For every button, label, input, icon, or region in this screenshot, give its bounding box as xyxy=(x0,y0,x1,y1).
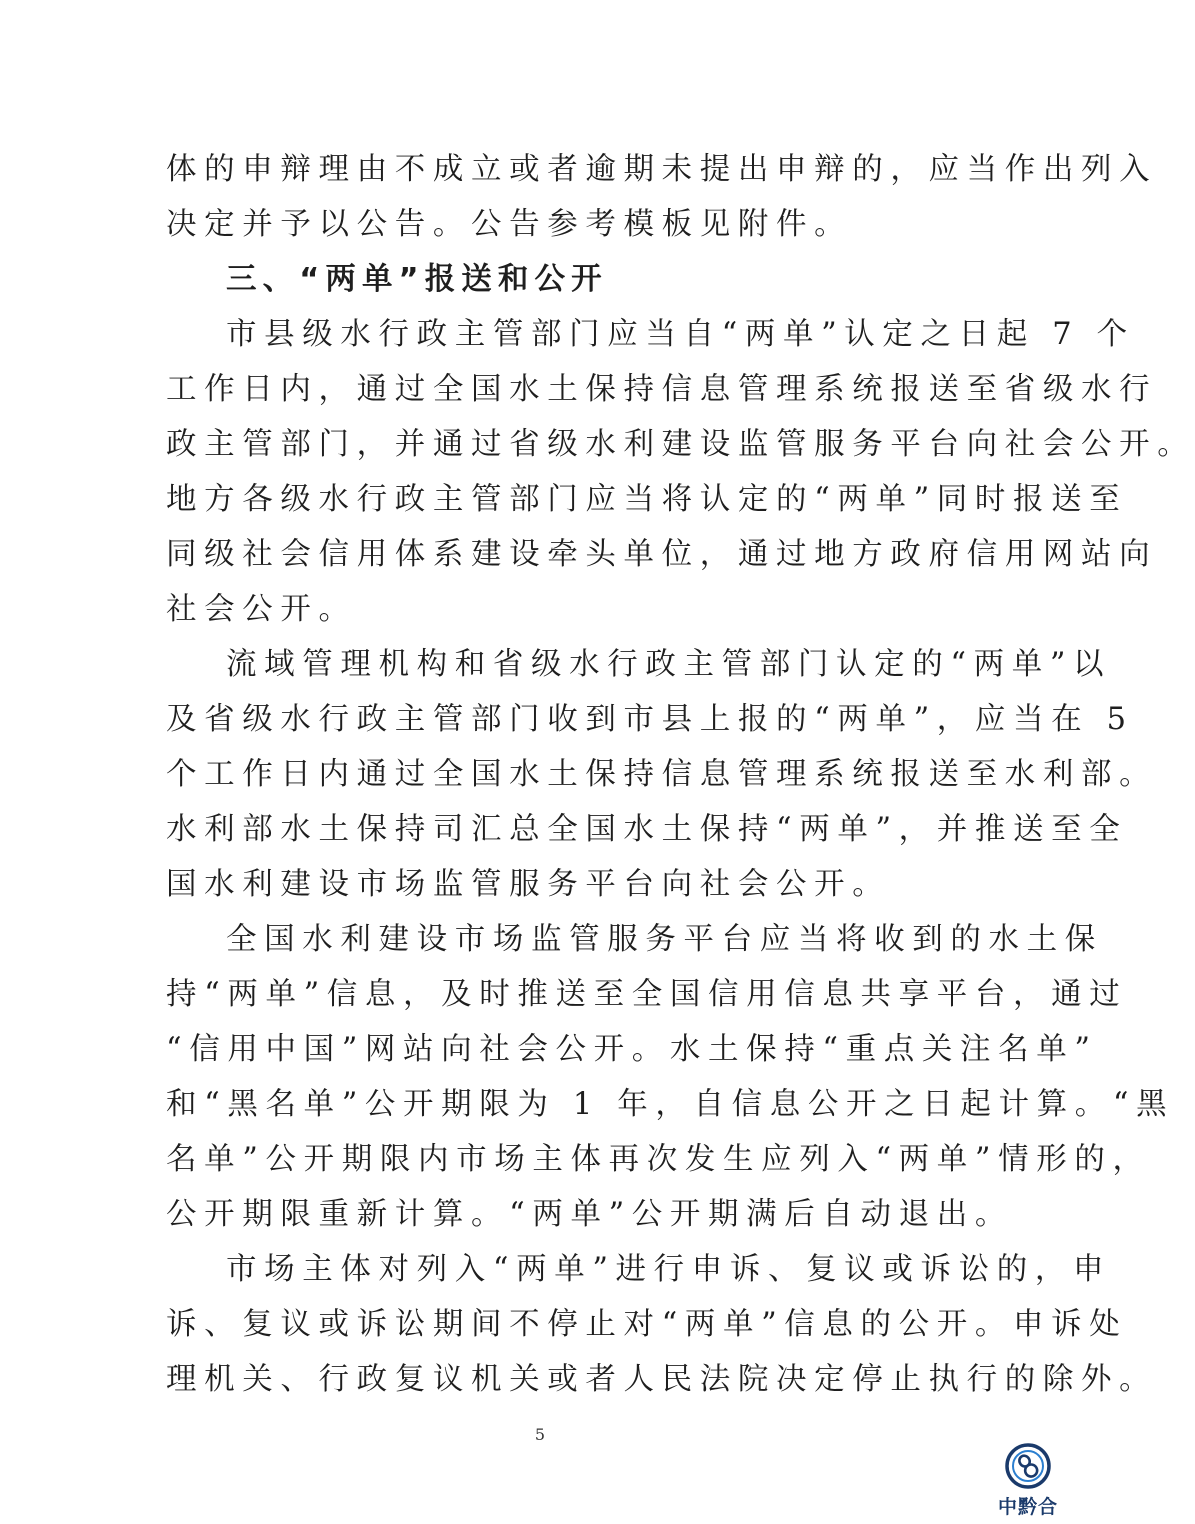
paragraph-line: 全国水利建设市场监管服务平台应当将收到的水土保 xyxy=(226,922,1103,957)
paragraph-line: 和“黑名单”公开期限为 1 年，自信息公开之日起计算。“黑 xyxy=(166,1087,1175,1122)
paragraph-line: 决定并予以公告。公告参考模板见附件。 xyxy=(166,207,853,242)
paragraph-line: 水利部水土保持司汇总全国水土保持“两单”，并推送至全 xyxy=(166,812,1128,847)
paragraph-line: 地方各级水行政主管部门应当将认定的“两单”同时报送至 xyxy=(166,482,1128,517)
paragraph-line: 政主管部门，并通过省级水利建设监管服务平台向社会公开。 xyxy=(166,427,1195,462)
paragraph-line: 同级社会信用体系建设牵头单位，通过地方政府信用网站向 xyxy=(166,537,1158,572)
paragraph-line: 诉、复议或诉讼期间不停止对“两单”信息的公开。申诉处 xyxy=(166,1307,1128,1342)
paragraph-line: 流域管理机构和省级水行政主管部门认定的“两单”以 xyxy=(226,647,1112,682)
brand-text: 中黔合 xyxy=(997,1496,1058,1518)
paragraph-line: 及省级水行政主管部门收到市县上报的“两单”，应当在 5 xyxy=(166,702,1134,737)
paragraph-line: “信用中国”网站向社会公开。水土保持“重点关注名单” xyxy=(166,1032,1098,1067)
brand-watermark xyxy=(990,1442,1066,1522)
paragraph-line: 社会公开。 xyxy=(166,592,357,627)
paragraph-line: 工作日内，通过全国水土保持信息管理系统报送至省级水行 xyxy=(166,372,1158,407)
page-number: 5 xyxy=(534,1425,546,1444)
paragraph-line: 持“两单”信息，及时推送至全国信用信息共享平台，通过 xyxy=(166,977,1128,1012)
paragraph-line: 公开期限重新计算。“两单”公开期满后自动退出。 xyxy=(166,1197,1014,1232)
paragraph-line: 名单”公开期限内市场主体再次发生应列入“两单”情形的， xyxy=(166,1142,1151,1177)
paragraph-line: 市县级水行政主管部门应当自“两单”认定之日起 7 个 xyxy=(226,317,1135,352)
paragraph-line: 体的申辩理由不成立或者逾期未提出申辩的，应当作出列入 xyxy=(166,152,1158,187)
section-heading: 三、“两单”报送和公开 xyxy=(226,262,608,297)
circle-8-logo-icon xyxy=(1004,1442,1052,1490)
paragraph-line: 理机关、行政复议机关或者人民法院决定停止执行的除外。 xyxy=(166,1362,1158,1397)
paragraph-line: 国水利建设市场监管服务平台向社会公开。 xyxy=(166,867,891,902)
paragraph-line: 市场主体对列入“两单”进行申诉、复议或诉讼的，申 xyxy=(226,1252,1112,1287)
paragraph-line: 个工作日内通过全国水土保持信息管理系统报送至水利部。 xyxy=(166,757,1158,792)
